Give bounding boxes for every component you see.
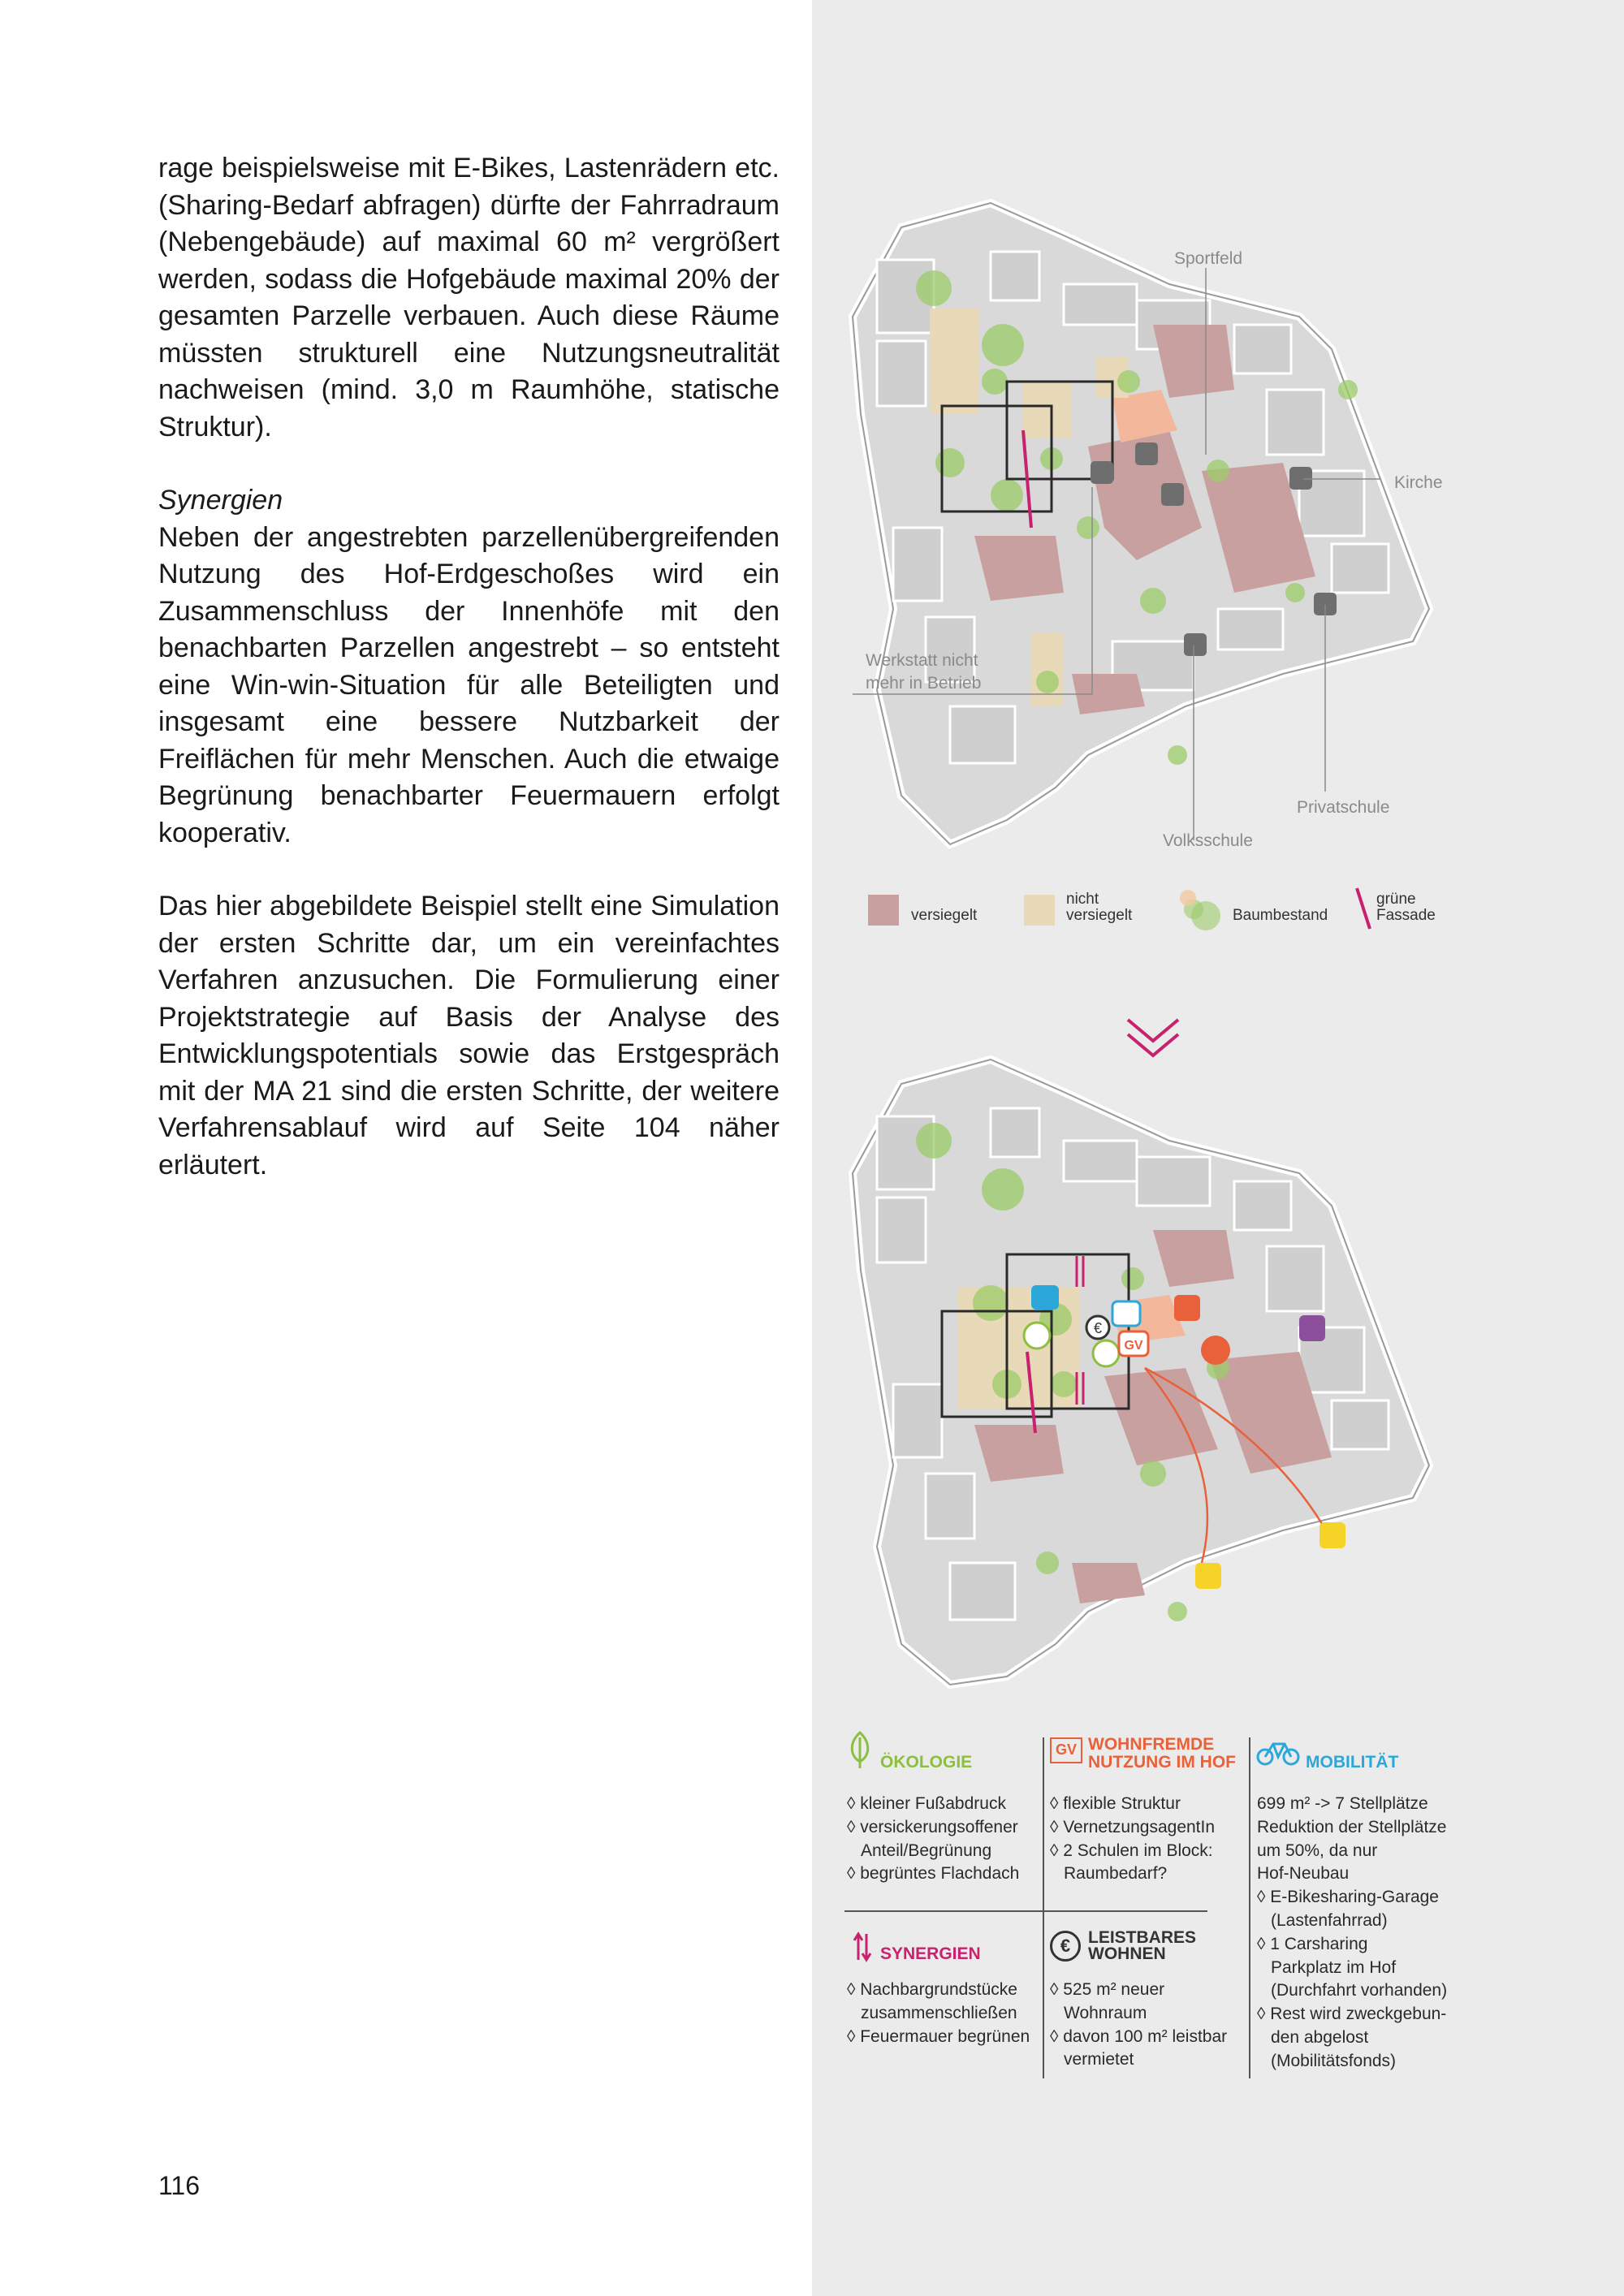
list-item: (Lastenfahrrad)	[1271, 1910, 1388, 1930]
paragraph-1: rage beispielsweise mit E-Bikes, Lastenrädern etc. (Sharing-Bedarf abfragen) dürfte der Fahrradraum (Nebengebäude) auf maximal 60 m² vergrößert werden, sodass die Hofgebäude maximal 20% der gesamten Parzelle verbauen. Auch diese Räume müssten strukturell eine Nutzungsneutralität nachweisen (mind. 3,0 m Raumhöhe, statische Struktur).	[158, 153, 780, 442]
list-item: ◊ Rest wird zweckgebun-	[1257, 2005, 1447, 2024]
list-item: ◊ 1 Carsharing	[1257, 1934, 1368, 1953]
list-item: Hof-Neubau	[1257, 1864, 1350, 1884]
list-item: ◊ 2 Schulen im Block:	[1050, 1841, 1213, 1860]
leistbares-title-1: LEISTBARES	[1088, 1928, 1197, 1947]
label-sportfeld: Sportfeld	[1174, 249, 1243, 268]
list-item: 699 m² -> 7 Stellplätze	[1257, 1794, 1428, 1813]
list-item: ◊ davon 100 m² leistbar	[1050, 2026, 1228, 2046]
list-item: vermietet	[1064, 2050, 1134, 2069]
label-werkstatt-2: mehr in Betrieb	[866, 674, 982, 693]
paragraph-3: Das hier abgebildete Beispiel stellt eine Simulation der ersten Schritte dar, um ein vereinfachtes Verfahren anzusuchen. Die Formulierung einer Projektstrategie auf Basis der Analyse des Entwicklungspotentials sowie das Erstgespräch mit der MA 21 sind die ersten Schritte, der weitere Verfahrensablauf wird auf Seite 104 näher erläutert.	[158, 891, 780, 1180]
list-item: Parkplatz im Hof	[1271, 1957, 1397, 1977]
oekologie-title: ÖKOLOGIE	[880, 1753, 973, 1772]
list-item: den abgelost	[1271, 2027, 1369, 2047]
label-kirche: Kirche	[1394, 473, 1443, 492]
list-item: Raumbedarf?	[1064, 1864, 1168, 1884]
bike-icon-title	[1255, 1737, 1301, 1767]
legend-nicht-2: versiegelt	[1066, 907, 1133, 924]
leaf-icon	[1024, 1323, 1050, 1349]
ball-icon-orange	[1174, 1295, 1200, 1321]
swatch-unsealed	[1024, 895, 1055, 926]
wohnfremde-title-1: WOHNFREMDE	[1088, 1735, 1215, 1754]
legend-gruene-1: grüne	[1376, 891, 1416, 908]
label-werkstatt-1: Werkstatt nicht	[866, 651, 978, 670]
mobilitaet-list	[1257, 1793, 1447, 2074]
oekologie-list	[847, 1793, 1019, 1886]
leaf-icon-title	[846, 1729, 874, 1770]
list-item: (Mobilitätsfonds)	[1271, 2051, 1397, 2070]
list-item: ◊ begrüntes Flachdach	[847, 1864, 1020, 1884]
rule-vertical-2	[1249, 1737, 1250, 2078]
wohnfremde-list	[1050, 1793, 1215, 1886]
gv-badge: GV	[1124, 1339, 1143, 1353]
list-item: ◊ flexible Struktur	[1050, 1794, 1181, 1813]
synergien-title: SYNERGIEN	[880, 1944, 981, 1963]
rule-vertical-1	[1043, 1737, 1044, 2078]
tree	[916, 270, 952, 306]
section-heading: Synergien	[158, 485, 283, 516]
list-item: zusammenschließen	[861, 2003, 1017, 2022]
church-icon	[1289, 467, 1312, 490]
leistbares-title-2: WOHNEN	[1088, 1944, 1166, 1963]
list-item: ◊ Nachbargrundstücke	[847, 1980, 1017, 1999]
list-item: (Durchfahrt vorhanden)	[1271, 1981, 1448, 2000]
label-privatschule: Privatschule	[1297, 798, 1390, 817]
rule-horizontal	[844, 1910, 1207, 1912]
wrench-icon	[1091, 461, 1113, 484]
legend-baumbestand: Baumbestand	[1233, 907, 1328, 924]
ball-icon-orange-2	[1201, 1336, 1230, 1365]
ball-icon-2	[1161, 483, 1184, 506]
euro-badge: €	[1093, 1320, 1103, 1336]
page-number: 116	[158, 2171, 201, 2200]
school-icon-yellow-2	[1320, 1522, 1345, 1548]
leaf-icon-2	[1093, 1340, 1119, 1366]
synergien-list	[847, 1979, 1030, 2048]
list-item: ◊ Feuermauer begrünen	[847, 2026, 1030, 2046]
church-icon-purple	[1299, 1315, 1325, 1341]
car-icon	[1031, 1285, 1059, 1310]
list-item: Anteil/Begrünung	[861, 1841, 992, 1860]
swatch-facade	[1357, 888, 1370, 929]
swatch-sealed	[868, 895, 899, 926]
legend-gruene-2: Fassade	[1376, 907, 1436, 924]
school-icon-yellow	[1195, 1563, 1221, 1589]
list-item: Reduktion der Stellplätze	[1257, 1817, 1447, 1836]
list-item: Wohnraum	[1064, 2003, 1147, 2022]
list-item: um 50%, da nur	[1257, 1841, 1378, 1860]
list-item: ◊ versickerungsoffener	[847, 1817, 1018, 1836]
map-existing	[844, 187, 1478, 861]
euro-icon-title: €	[1050, 1931, 1081, 1962]
paragraph-synergien	[158, 482, 780, 852]
label-volksschule: Volksschule	[1163, 831, 1253, 850]
wohnfremde-title-2: NUTZUNG IM HOF	[1088, 1753, 1236, 1772]
paragraph-2: Neben der angestrebten parzellenübergreifenden Nutzung des Hof-Erdgeschoßes wird ein Zusammenschluss der Innenhöfe mit den benachbarten Parzellen angestrebt – so entsteht eine Win-win-Situation für alle Beteiligten und insgesamt eine bessere Nutzbarkeit der Freiflächen für mehr Menschen. Auch die etwaige Begrünung benachbarter Feuermauern erfolgt kooperativ.	[158, 521, 780, 848]
list-item: ◊ kleiner Fußabdruck	[847, 1794, 1006, 1813]
mobilitaet-title: MOBILITÄT	[1306, 1753, 1399, 1772]
body-text	[158, 150, 780, 1220]
school-icon-2	[1184, 633, 1207, 656]
list-item: ◊ VernetzungsagentIn	[1050, 1817, 1216, 1836]
map-proposal	[844, 1043, 1478, 1693]
synergy-icon-title	[851, 1931, 874, 1963]
bike-icon	[1112, 1301, 1140, 1326]
leistbares-list	[1050, 1979, 1227, 2072]
legend-nicht-1: nicht	[1066, 891, 1099, 908]
legend-versiegelt: versiegelt	[911, 907, 978, 924]
ball-icon	[1135, 442, 1158, 465]
list-item: ◊ 525 m² neuer	[1050, 1980, 1165, 1999]
list-item: ◊ E-Bikesharing-Garage	[1257, 1888, 1439, 1907]
gv-icon-title: GV	[1050, 1737, 1082, 1763]
